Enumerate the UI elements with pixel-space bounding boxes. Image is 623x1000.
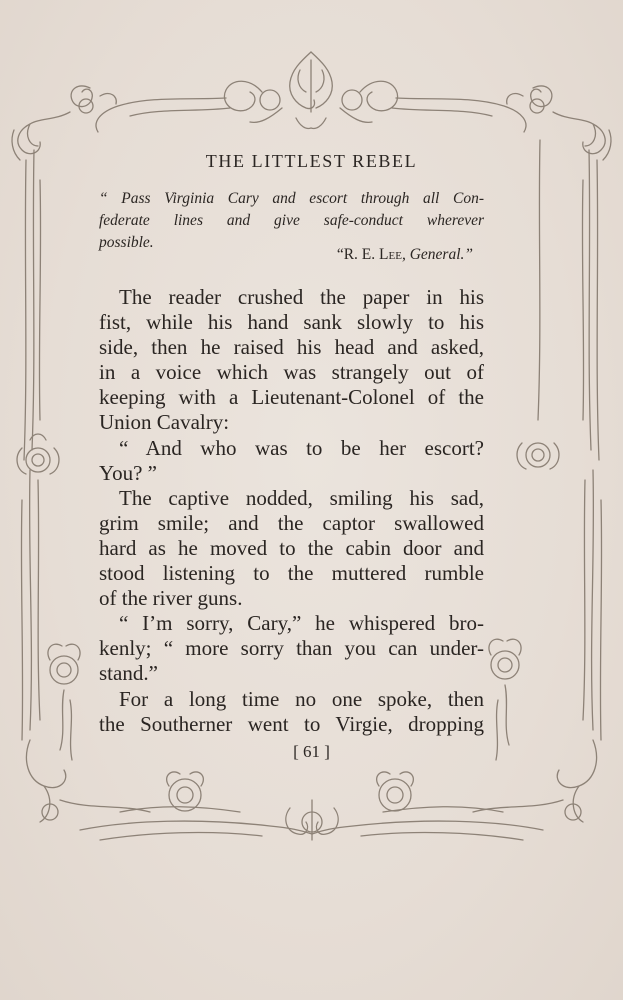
signature-title: , General.” (401, 246, 473, 263)
body-line: The captive nodded, smiling his sad, (119, 485, 484, 510)
body-line: side, then he raised his head and asked, (99, 335, 484, 360)
telegram-line: “ Pass Virginia Cary and escort through all Con- (99, 190, 484, 207)
body-line: hard as he moved to the cabin door and (99, 535, 484, 560)
telegram-line: possible. (99, 234, 154, 251)
top-crest-ornament (224, 52, 397, 129)
signature-open: “R. E. (336, 246, 380, 263)
page-number: [ 61 ] (293, 742, 330, 761)
signature-name: Lee (379, 246, 402, 263)
body-line: the Southerner went to Virgie, dropping (99, 711, 484, 736)
telegram-signature (99, 246, 473, 264)
body-line: keeping with a Lieutenant-Colonel of the (99, 385, 484, 410)
running-head: THE LITTLEST REBEL (205, 151, 418, 171)
body-line: of the river guns. (99, 586, 243, 611)
body-line: Union Cavalry: (99, 410, 230, 435)
body-line: grim smile; and the captor swallowed (99, 510, 484, 535)
body-line: “ I’m sorry, Cary,” he whispered bro- (119, 611, 484, 636)
body-line: kenly; “ more sorry than you can under- (99, 636, 484, 661)
body-line: For a long time no one spoke, then (119, 686, 484, 711)
telegram-line: federate lines and give safe-conduct wherever (99, 212, 484, 229)
body-line: stood listening to the muttered rumble (99, 561, 484, 586)
body-line: stand.” (99, 661, 158, 686)
telegram-quote (99, 188, 484, 254)
body-line: You? ” (99, 460, 157, 485)
body-line: “ And who was to be her escort? (119, 435, 484, 460)
body-line: The reader crushed the paper in his (119, 285, 484, 309)
body-text (99, 285, 484, 737)
body-line: in a voice which was strangely out of (99, 360, 484, 385)
body-line: fist, while his hand sank slowly to his (99, 310, 484, 335)
